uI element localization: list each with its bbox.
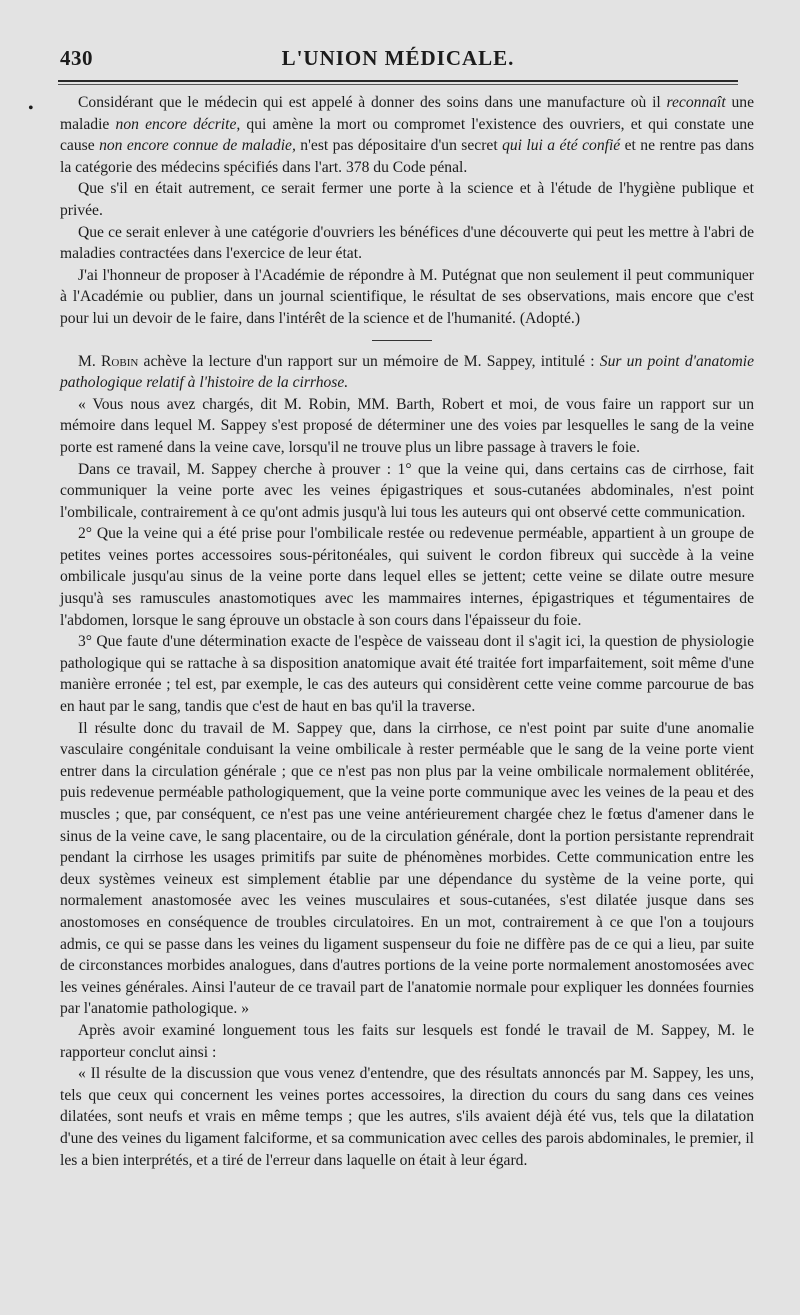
paragraph-p12 bbox=[60, 1063, 754, 1171]
italic-text: Sur un point d'anatomie pathologique relatif à l'histoire de la cirrhose. bbox=[60, 352, 754, 392]
running-title: L'UNION MÉDICALE. bbox=[281, 46, 515, 70]
text-run: n'est pas dépositaire d'un secret bbox=[295, 137, 503, 155]
italic-text: qui lui a été confié bbox=[502, 137, 621, 155]
text-run: « Vous nous avez chargés, dit M. Robin, MM. Barth, Robert et moi, de vous faire un rapport sur un mémoire dans lequel M. Sappey s'est proposé de déterminer une des voies par lesquelles le sang de la veine porte est ramené dans la veine cave, lorsqu'il ne trouve plus un libre passage à travers le foie. bbox=[60, 395, 754, 456]
paragraph-p6 bbox=[60, 394, 754, 459]
text-run: Dans ce travail, M. Sappey cherche à prouver : 1° que la veine qui, dans certains cas de cirrhose, fait communiquer la veine porte avec les veines épigastriques et sous-cutanées abdominales, n'est point l'ombilicale, contrairement à ce qu'ont admis jusqu'à lui tous les auteurs qui ont observé cette communication. bbox=[60, 460, 754, 521]
paragraph-p4 bbox=[60, 265, 754, 330]
text-run: et ne rentre pas dans la catégorie des médecins spécifiés dans l'art. 378 du Code pénal. bbox=[60, 137, 755, 176]
italic-text: non encore décrite, bbox=[115, 115, 241, 133]
paragraph-p5 bbox=[60, 351, 754, 394]
text-run: 2° Que la veine qui a été prise pour l'ombilicale restée ou redevenue perméable, appartient à un groupe de petites veines portes accessoires sous-péritonéales, qui suivent le cordon fibreux qui succède à la veine ombilicale jusqu'au sinus de la veine porte dans lequel elles se jettent; cette veine se dilate outre mesure jusqu'à ses ramuscules anastomotiques avec les mammaires internes, épigastriques et tégumentaires de l'abdomen, lorsque le sang éprouve un obstacle à son cours dans l'épaisseur du foie. bbox=[60, 525, 754, 629]
paragraph-p8 bbox=[60, 523, 754, 631]
text-run: Il résulte donc du travail de M. Sappey que, dans la cirrhose, ce n'est point par suite d'une anomalie vasculaire congénitale conduisant la veine ombilicale à rester perméable que le sang de la veine porte vient entrer dans la circulation générale ; que ce n'est pas non plus par la veine ombilicale normalement oblitérée, puis redevenue perméable pathologiquement, que la veine porte communique avec les veines de la peau et des muscles ; que, par conséquent, ce n'est pas une veine antérieurement chargée chez le fœtus d'amener dans le sinus de la veine cave, le sang placentaire, ou de la circulation générale, dont la portion persistante reprendrait pendant la cirrhose les usages primitifs par suite de phénomènes morbides. Cette communication entre les deux systèmes veineux est simplement établie par une dépendance du système de la veine porte, qui normalement anastomosée avec les veines musculaires et sous-cutanées, s'est dilatée jusque dans ses anostomoses en conséquence de troubles circulatoires. En un mot, contrairement à ce que l'on a toujours admis, ce qui se passe dans les veines du ligament suspenseur du foie ne diffère pas de ce qui a lieu, par suite de circonstances morbides analogues, dans d'autres portions de la veine porte normalement anostomosées avec les veines générales. Ainsi l'auteur de ce travail part de l'anatomie normale pour expliquer les données fournies par l'anatomie pathologique. » bbox=[60, 719, 754, 1018]
text-run: M. bbox=[78, 352, 102, 370]
paragraph-p9 bbox=[60, 631, 754, 717]
paragraph-p10 bbox=[60, 718, 754, 1020]
article-body bbox=[60, 92, 754, 1171]
text-run: une maladie bbox=[60, 94, 754, 133]
text-run: Que ce serait enlever à une catégorie d'ouvriers les bénéfices d'une découverte qui peut les mettre à l'abri de maladies contractées dans l'exercice de leur état. bbox=[60, 223, 754, 263]
paragraph-p3 bbox=[60, 222, 754, 265]
text-run: Considérant que le médecin qui est appelé à donner des soins dans une manufacture où il bbox=[78, 94, 667, 111]
text-run: achève la lecture d'un rapport sur un mémoire de M. Sappey, intitulé : bbox=[138, 352, 600, 370]
section-separator bbox=[372, 340, 432, 341]
small-caps-name: Robin bbox=[101, 352, 139, 370]
text-run: 3° Que faute d'une détermination exacte de l'espèce de vaisseau dont il s'agit ici, la question de physiologie pathologique qui se rattache à sa disposition anatomique avait été traitée fort imparfaitement, soit même d'une manière erronée ; tel est, par exemple, le cas des auteurs qui considèrent cette veine comme parcourue de bas en haut par le sang, tandis que c'est de haut en bas qu'il la traverse. bbox=[60, 633, 754, 716]
header-rule bbox=[58, 80, 738, 82]
text-run: Après avoir examiné longuement tous les faits sur lesquels est fondé le travail de M. Sappey, M. le rapporteur conclut ainsi : bbox=[60, 1021, 754, 1061]
text-run: Que s'il en était autrement, ce serait fermer une porte à la science et à l'étude de l'hygiène publique et privée. bbox=[60, 180, 754, 219]
page-number: 430 bbox=[60, 46, 93, 70]
paragraph-p11 bbox=[60, 1020, 754, 1063]
page-header bbox=[60, 44, 736, 76]
paragraph-p7 bbox=[60, 459, 754, 524]
text-run: J'ai l'honneur de proposer à l'Académie de répondre à M. Putégnat que non seulement il peut communiquer à l'Académie ou publier, dans un journal scientifique, le résultat de ses observations, mais encore que c'est pour lui un devoir de le faire, dans l'intérêt de la science et de l'humanité. (Adopté.) bbox=[60, 266, 754, 327]
text-run: « Il résulte de la discussion que vous venez d'entendre, que des résultats annoncés par M. Sappey, les uns, tels que ceux qui concernent les veines portes accessoires, la direction du cours du sang dans ces veines dilatées, sont neufs et vrais en même temps ; que les autres, s'ils avaient déjà été vus, tels que la dilatation d'une des veines du ligament falciforme, et sa communication avec celles des parois abdominales, le premier, il les a bien interprétés, et a tiré de l'erreur dans laquelle on était à leur égard. bbox=[60, 1065, 754, 1169]
italic-text: non encore connue de maladie, bbox=[99, 137, 296, 155]
paragraph-p2 bbox=[60, 178, 754, 221]
margin-bullet-mark: • bbox=[28, 100, 34, 117]
paragraph-p1 bbox=[60, 92, 754, 178]
italic-text: reconnaît bbox=[666, 94, 726, 111]
header-rule-thin bbox=[58, 84, 738, 85]
text-run: qui amène la mort ou compromet l'existence des ouvriers, et qui constate une cause bbox=[60, 115, 754, 155]
